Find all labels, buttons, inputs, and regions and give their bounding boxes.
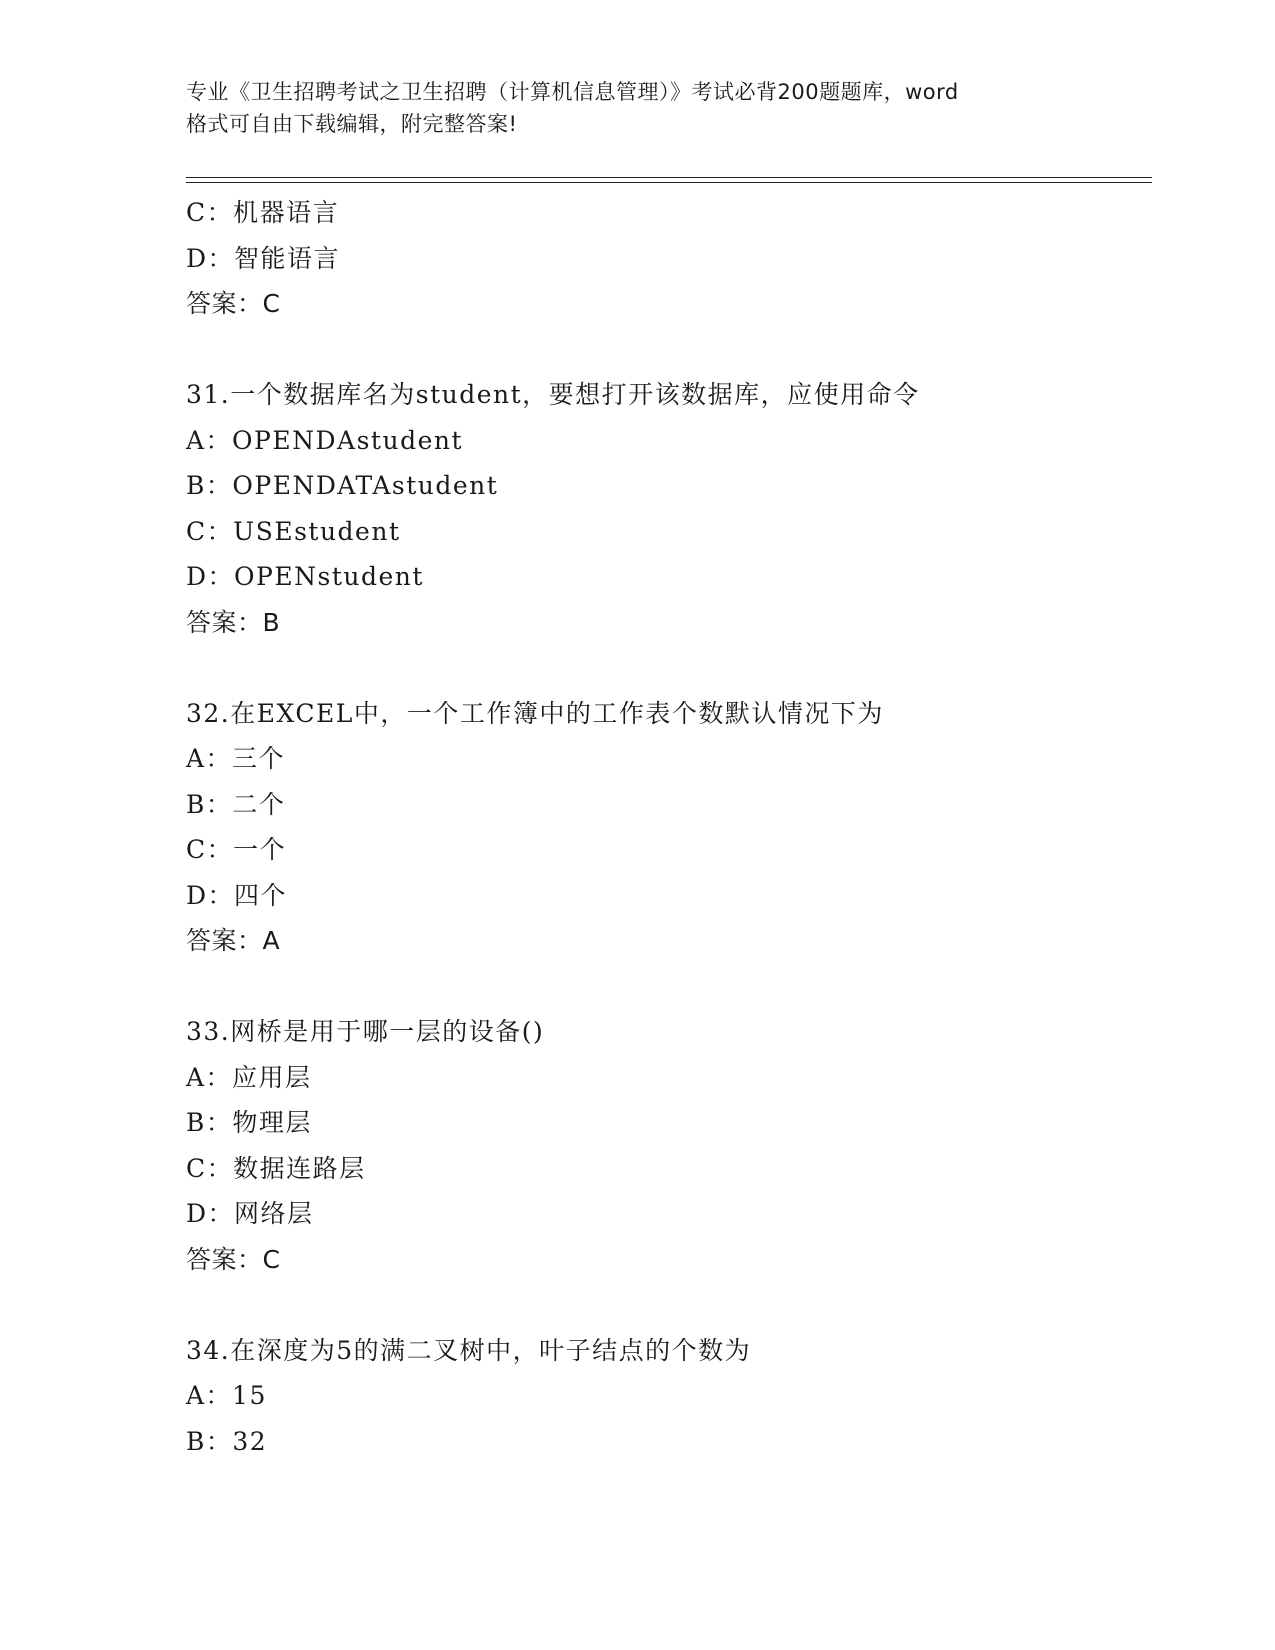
question-block [186, 1009, 1166, 1282]
option-b: B：32 [186, 1426, 268, 1456]
option-a: A：OPENDAstudent [186, 425, 464, 455]
option-d: D：网络层 [186, 1199, 314, 1228]
option-d: D：智能语言 [186, 243, 341, 273]
option-a: A：应用层 [186, 1062, 312, 1092]
question-block [186, 372, 1166, 645]
question-block [186, 691, 1166, 964]
question-stem: 33.网桥是用于哪一层的设备() [186, 1017, 545, 1046]
question-stem: 31.一个数据库名为student，要想打开该数据库，应使用命令 [186, 380, 920, 409]
spacer [186, 1282, 1166, 1328]
carryover-block [186, 190, 1166, 327]
option-a: A：三个 [186, 744, 286, 773]
option-d: D：OPENstudent [186, 562, 424, 591]
option-a: A：15 [186, 1381, 267, 1410]
answer-line: 答案：B [186, 607, 281, 637]
question-stem: 32.在EXCEL中，一个工作簿中的工作表个数默认情况下为 [186, 698, 884, 728]
option-d: D：四个 [186, 880, 288, 910]
option-b: B：OPENDATAstudent [186, 471, 499, 500]
header-line-1: 专业《卫生招聘考试之卫生招聘（计算机信息管理）》考试必背200题题库，word [186, 80, 959, 104]
option-b: B：二个 [186, 789, 286, 819]
question-content [186, 190, 1166, 1464]
document-header [186, 76, 1086, 140]
option-c: C：机器语言 [186, 198, 340, 227]
answer-line: 答案：A [186, 926, 281, 955]
header-line-2: 格式可自由下载编辑，附完整答案! [186, 112, 518, 136]
option-c: C：数据连路层 [186, 1153, 366, 1183]
answer-line: 答案：C [186, 1244, 281, 1274]
option-c: C：USEstudent [186, 516, 401, 546]
option-c: C：一个 [186, 835, 287, 864]
option-b: B：物理层 [186, 1108, 312, 1137]
answer-line: 答案：C [186, 289, 281, 318]
header-divider-bottom [186, 182, 1152, 183]
question-stem: 34.在深度为5的满二叉树中，叶子结点的个数为 [186, 1335, 752, 1365]
question-block [186, 1328, 1166, 1465]
header-divider-top [186, 177, 1152, 178]
spacer [186, 327, 1166, 373]
spacer [186, 645, 1166, 691]
spacer [186, 964, 1166, 1010]
